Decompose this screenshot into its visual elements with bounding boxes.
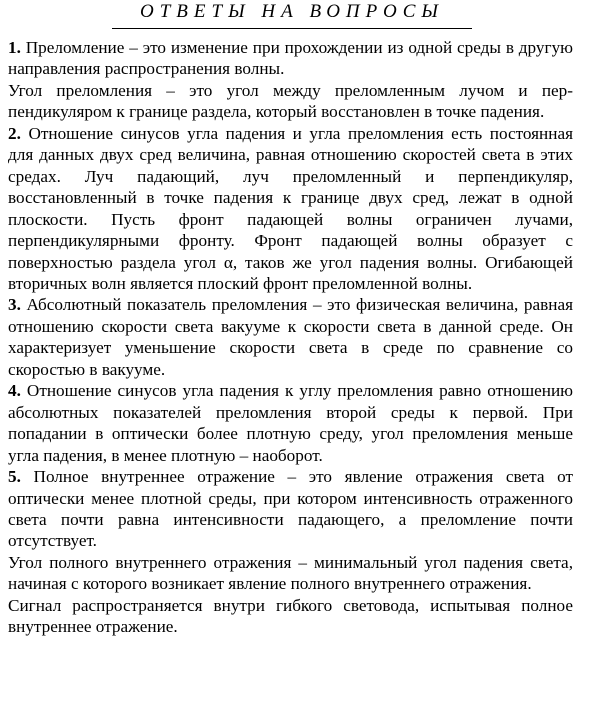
answer-number: 3. xyxy=(8,295,21,315)
answer-paragraph-5 xyxy=(8,466,573,552)
answer-text: Отношение синусов угла падения и угла преломления есть постоянная для данных двух сред величина, равная отношению скоростей света в этих средах. Луч падающий, луч преломленный и перпендикуляр, восстановленный в точке падения к границе двух сред, лежат в одной плоскости. Пусть фронт падающей волны ограничен лучами, перпендикулярными фронту. Фронт падающей волны образует с поверхностью раздела угол α, таков же угол падения волны. Огибающей вторичных волн является плоский фронт преломленной волны. xyxy=(8,123,573,293)
answer-paragraph-1b xyxy=(8,80,573,123)
answer-paragraph-1 xyxy=(8,37,573,80)
answer-paragraph-5c xyxy=(8,595,573,638)
answer-text: Сигнал распространяется внутри гибкого световода, испытывая полное внутреннее отражение. xyxy=(8,595,573,637)
answer-paragraph-4 xyxy=(8,380,573,466)
answer-paragraph-5b xyxy=(8,552,573,595)
page-title: ОТВЕТЫ НА ВОПРОСЫ xyxy=(140,1,444,22)
answer-paragraph-2 xyxy=(8,123,573,295)
answer-number: 5. xyxy=(8,467,21,487)
answer-text: Полное внутреннее отражение – это явление отражения света от оптически менее плотной среды, при котором интенсивность отраженного света почти равна интенсивности падающего, а преломление почти отсутствует. xyxy=(8,467,573,551)
heading-block xyxy=(112,0,472,29)
answer-text: Отношение синусов угла падения к углу преломления равно отношению абсолютных показателей преломления второй среды к первой. При попадании в оптически более плотную среду, угол преломления меньше угла падения, в менее плотную – наоборот. xyxy=(8,381,573,465)
answer-text: Преломление – это изменение при прохождении из одной среды в другую направления распространения волны. xyxy=(8,38,573,79)
answer-text: Угол преломления – это угол между преломленным лучом и перпендикуляром к границе раздела, который восстановлен в точке падения. xyxy=(8,80,573,122)
answer-number: 2. xyxy=(8,123,21,143)
answers-body xyxy=(8,37,573,638)
answer-paragraph-3 xyxy=(8,294,573,380)
answer-text: Абсолютный показатель преломления – это физическая величина, равная отношению скорости света вакууме к скорости света в данной среде. Он характеризует уменьшение скорости света в среде по сравнение со скоростью в вакууме. xyxy=(8,295,573,379)
answer-text: Угол полного внутреннего отражения – минимальный угол падения света, начиная с которого возникает явление полного внутреннего отражения. xyxy=(8,552,573,594)
answer-number: 4. xyxy=(8,381,21,401)
answer-number: 1. xyxy=(8,38,21,57)
